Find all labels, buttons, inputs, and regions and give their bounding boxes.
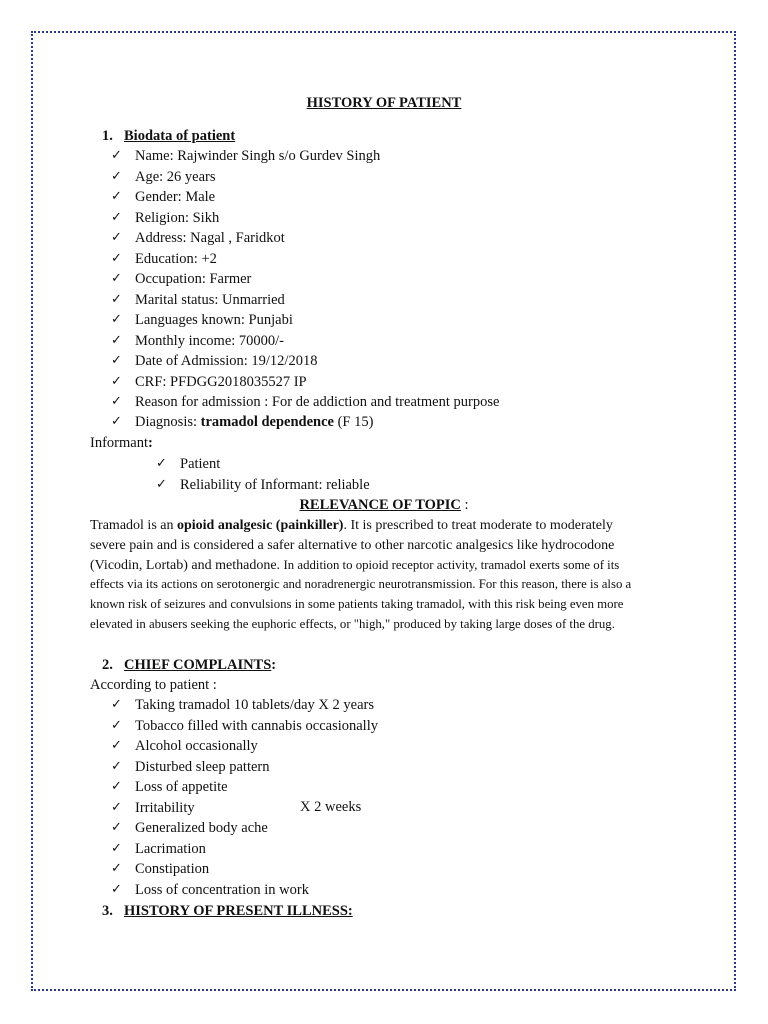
list-item-text: Date of Admission: 19/12/2018 bbox=[135, 353, 318, 369]
section-title: CHIEF COMPLAINTS bbox=[124, 657, 272, 673]
list-item-text: Lacrimation bbox=[135, 840, 206, 857]
checkmark-icon: ✓ bbox=[111, 168, 122, 184]
checkmark-icon: ✓ bbox=[111, 840, 122, 856]
informant-label: Informant: bbox=[90, 435, 153, 451]
checkmark-icon: ✓ bbox=[111, 332, 122, 348]
section-1-heading bbox=[102, 127, 235, 145]
diagnosis-code: (F 15) bbox=[333, 414, 374, 430]
list-item-text: Marital status: Unmarried bbox=[135, 291, 285, 308]
section-number: 3. bbox=[102, 903, 113, 919]
list-item-text: Gender: Male bbox=[135, 189, 216, 205]
list-item-text: Religion: Sikh bbox=[135, 209, 220, 226]
relevance-paragraph: Tramadol is an opioid analgesic (painkiller). It is prescribed to treat moderate to moderately severe pain and is considered a safer alternative to other narcotic analgesics like hydrocodone (Vicodin, Lortab) and methadone. In addition to opioid receptor activity, tramadol exerts some of its effects via its actions on serotonergic and noradrenergic neurotransmission. For this reason, there is also a known risk of seizures and convulsions in some patients taking tramadol, with this risk being even more elevated in abusers seeking the euphoric effects, or "high," produced by taking large doses of the drug. bbox=[90, 518, 632, 631]
list-item-text: Taking tramadol 10 tablets/day X 2 years bbox=[135, 697, 374, 713]
section-number: 1. bbox=[102, 128, 113, 144]
list-item-text: Constipation bbox=[135, 861, 210, 877]
checkmark-icon: ✓ bbox=[111, 394, 122, 409]
list-item-text: Disturbed sleep pattern bbox=[135, 758, 270, 775]
checkmark-icon: ✓ bbox=[111, 779, 122, 794]
list-item-text: Tobacco filled with cannabis occasionally bbox=[135, 717, 378, 734]
list-item-text: Patient bbox=[180, 456, 221, 472]
list-item-text: Reason for admission : For de addiction and treatment purpose bbox=[135, 394, 500, 410]
list-item-text: CRF: PFDGG2018035527 IP bbox=[135, 373, 307, 390]
list-item-text: Generalized body ache bbox=[135, 820, 268, 836]
diagnosis-prefix: Diagnosis: bbox=[135, 414, 201, 430]
checkmark-icon: ✓ bbox=[111, 271, 122, 286]
checkmark-icon: ✓ bbox=[111, 312, 122, 327]
checkmark-icon: ✓ bbox=[111, 861, 122, 876]
diagnosis-bold: tramadol dependence bbox=[200, 414, 334, 430]
list-item-text: Occupation: Farmer bbox=[135, 271, 252, 287]
checkmark-icon: ✓ bbox=[156, 456, 167, 471]
checkmark-icon: ✓ bbox=[156, 476, 167, 492]
checkmark-icon: ✓ bbox=[111, 881, 122, 897]
checkmark-icon: ✓ bbox=[111, 820, 122, 835]
section-2-heading: 2. CHIEF COMPLAINTS: bbox=[102, 657, 277, 673]
checkmark-icon: ✓ bbox=[111, 148, 122, 163]
section-3-heading bbox=[102, 902, 353, 920]
list-item-text: Alcohol occasionally bbox=[135, 738, 258, 754]
section-title: Biodata of patient bbox=[124, 128, 236, 144]
relevance-bold-term: opioid analgesic (painkiller) bbox=[176, 518, 344, 533]
relevance-heading: RELEVANCE OF TOPIC : bbox=[299, 497, 469, 513]
checkmark-icon: ✓ bbox=[111, 717, 122, 733]
irritability-duration: X 2 weeks bbox=[300, 799, 362, 815]
list-item-text: Reliability of Informant: reliable bbox=[180, 476, 370, 493]
checkmark-icon: ✓ bbox=[111, 799, 122, 815]
checkmark-icon: ✓ bbox=[111, 697, 122, 712]
checkmark-icon: ✓ bbox=[111, 353, 122, 368]
list-item-text: Irritability bbox=[135, 799, 195, 816]
list-item-text: Name: Rajwinder Singh s/o Gurdev Singh bbox=[135, 148, 381, 164]
checkmark-icon: ✓ bbox=[111, 209, 122, 225]
complaints-intro: According to patient : bbox=[90, 677, 217, 693]
checkmark-icon: ✓ bbox=[111, 230, 122, 245]
section-number: 2. bbox=[102, 657, 113, 673]
checkmark-icon: ✓ bbox=[111, 291, 122, 307]
list-item-text: Loss of concentration in work bbox=[135, 881, 309, 898]
checkmark-icon: ✓ bbox=[111, 373, 122, 389]
list-item-text: Education: +2 bbox=[135, 250, 217, 267]
checkmark-icon: ✓ bbox=[111, 738, 122, 753]
list-item-text: Loss of appetite bbox=[135, 779, 228, 795]
section-title: HISTORY OF PRESENT ILLNESS: bbox=[124, 903, 353, 919]
list-item-text: Age: 26 years bbox=[135, 168, 216, 185]
checkmark-icon: ✓ bbox=[111, 250, 122, 266]
list-item-text: Languages known: Punjabi bbox=[135, 312, 293, 328]
checkmark-icon: ✓ bbox=[111, 758, 122, 774]
checkmark-icon: ✓ bbox=[111, 414, 122, 429]
list-item-text: Monthly income: 70000/- bbox=[135, 332, 285, 349]
list-item-text: Address: Nagal , Faridkot bbox=[135, 230, 285, 246]
checkmark-icon: ✓ bbox=[111, 189, 122, 204]
document-title: HISTORY OF PATIENT bbox=[306, 95, 462, 111]
